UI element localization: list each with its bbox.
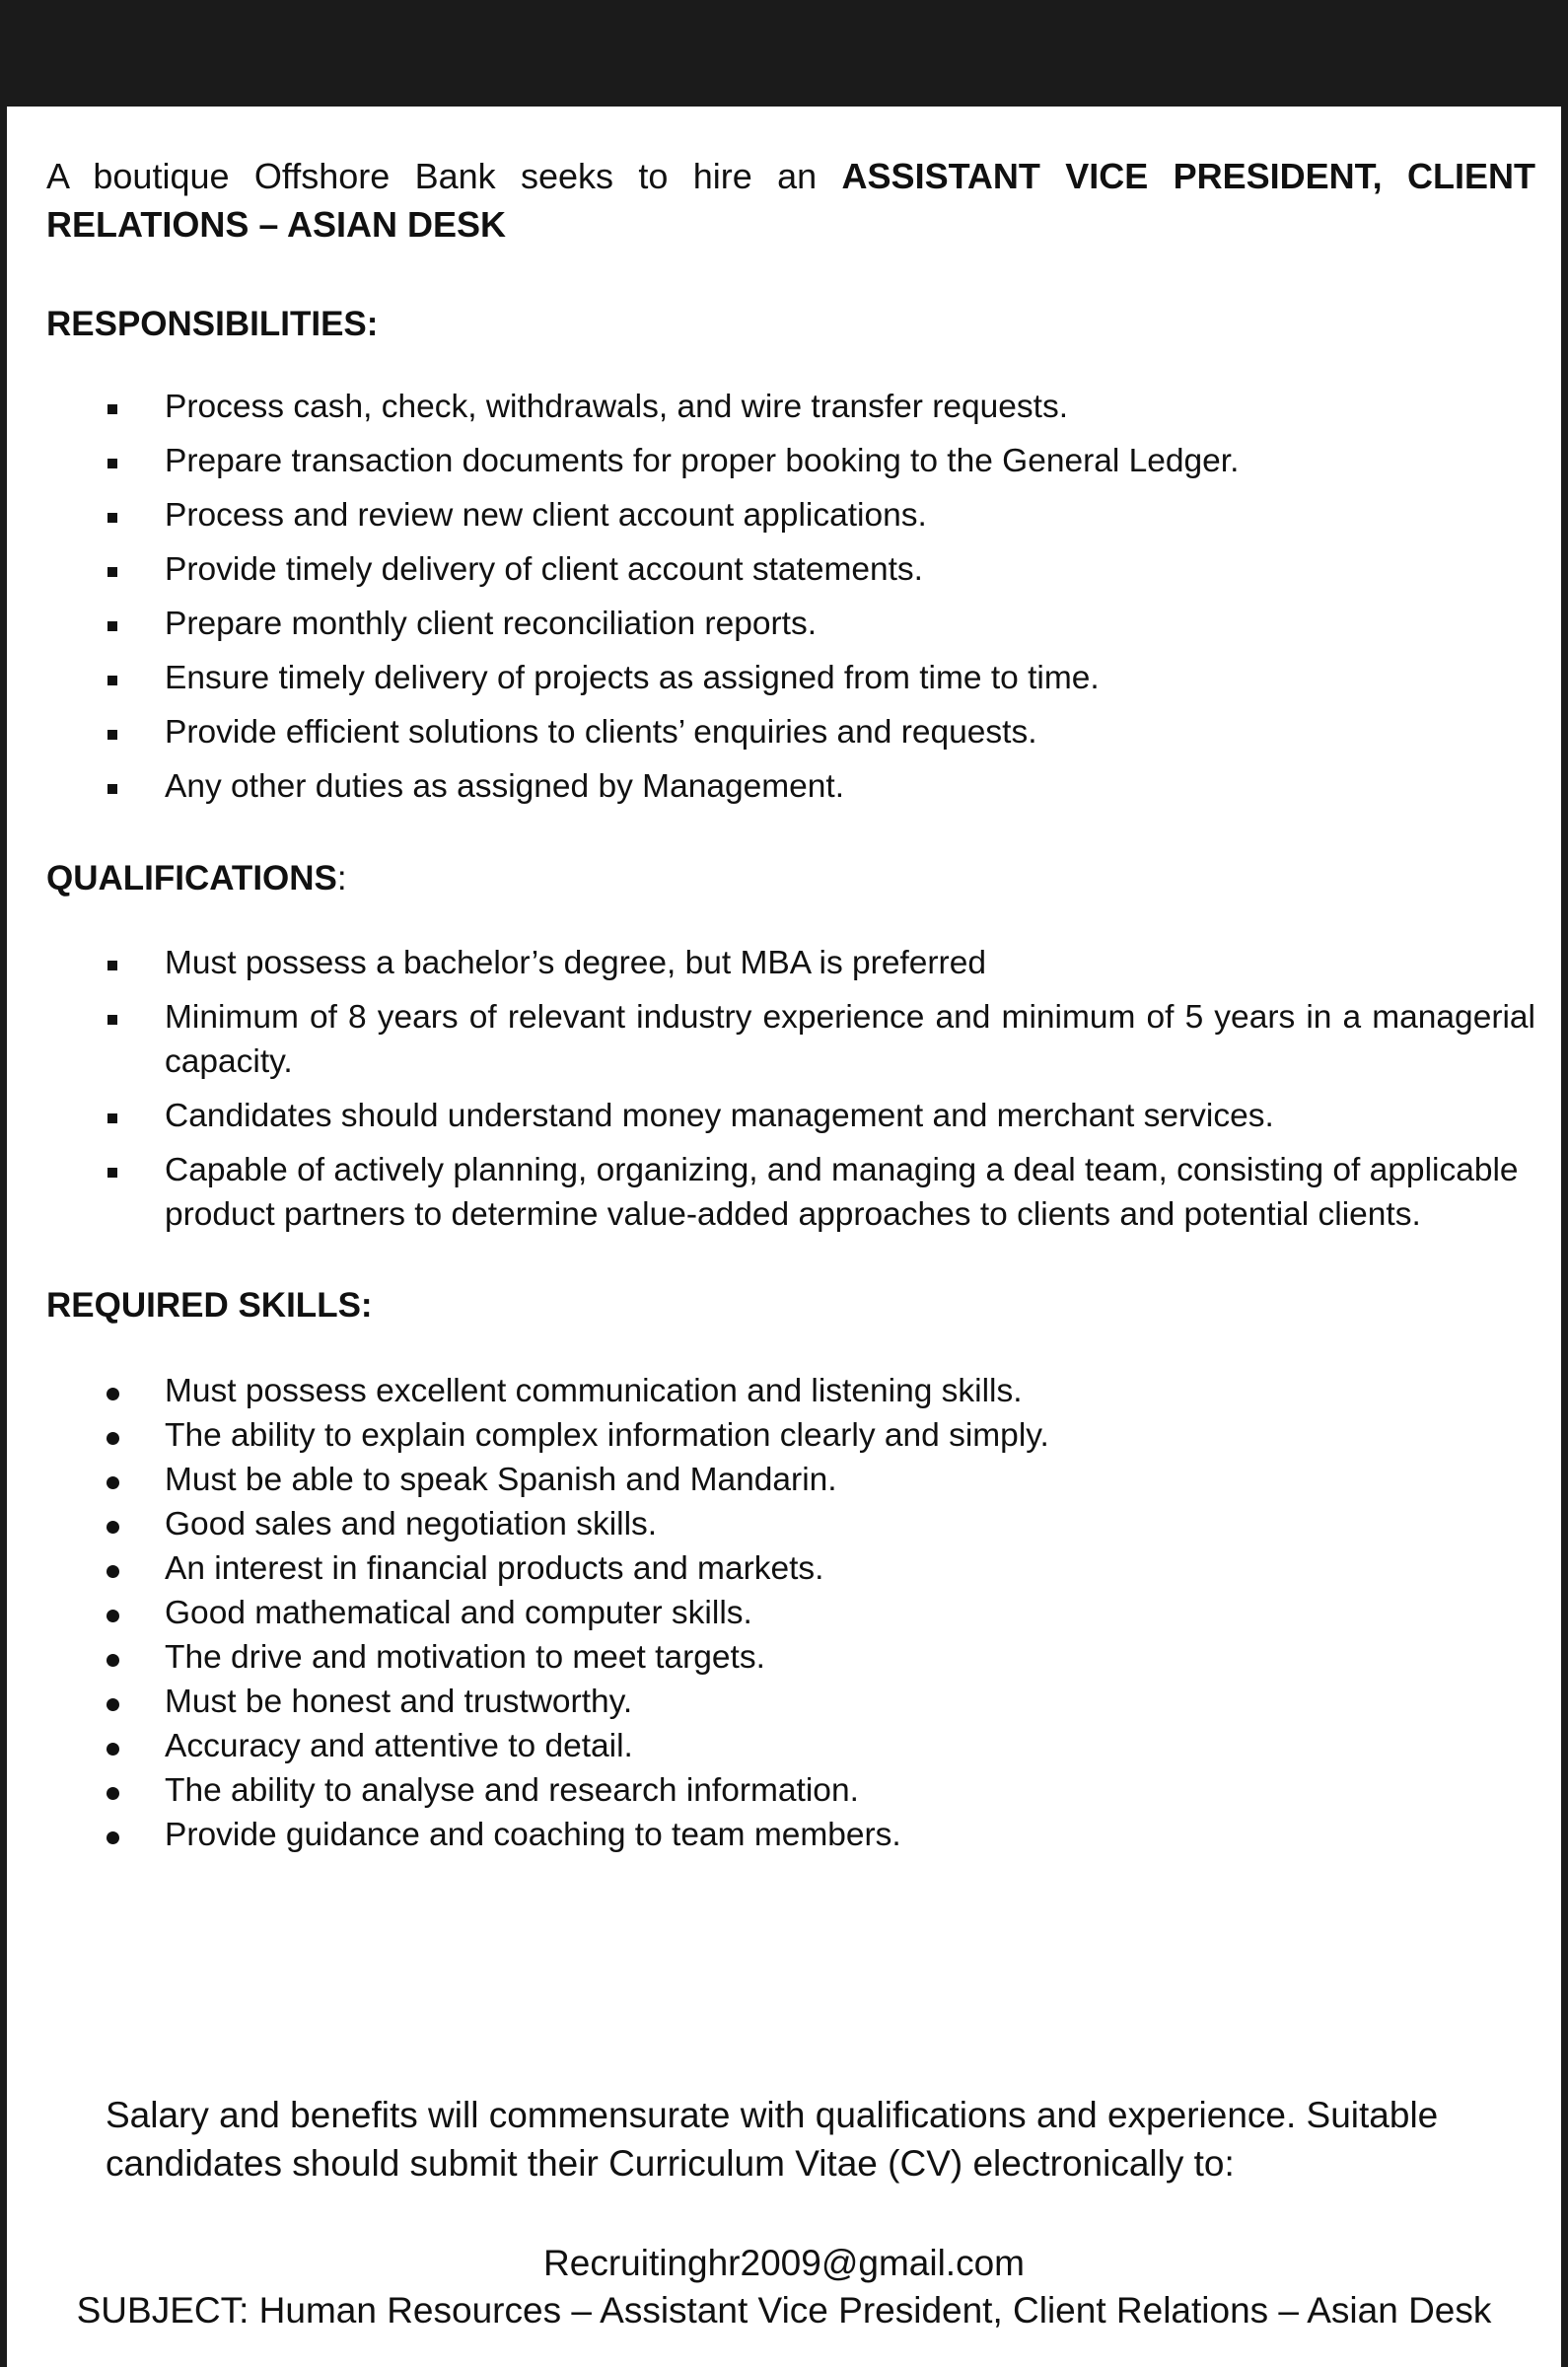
intro-text: A boutique Offshore Bank seeks to hire an <box>46 156 842 196</box>
list-item <box>46 764 1535 809</box>
list-item <box>46 1369 1535 1413</box>
list-item-text: An interest in financial products and markets. <box>165 1550 824 1587</box>
list-item <box>46 1094 1535 1138</box>
document-page <box>7 107 1561 2367</box>
qualifications-heading <box>46 857 1535 900</box>
list-item-text: Provide efficient solutions to clients’ enquiries and requests. <box>165 714 1037 751</box>
square-bullet-icon <box>107 676 117 685</box>
list-item-text: Minimum of 8 years of relevant industry experience and minimum of 5 years in a managerial capacity. <box>165 999 1535 1080</box>
list-item <box>46 1813 1535 1857</box>
square-bullet-icon <box>107 404 117 414</box>
list-item-text: Must be able to speak Spanish and Mandarin. <box>165 1462 837 1498</box>
qualifications-heading-text: QUALIFICATIONS <box>46 859 337 897</box>
list-item <box>46 547 1535 592</box>
intro-paragraph <box>46 152 1535 249</box>
list-item <box>46 656 1535 700</box>
list-item <box>46 1724 1535 1768</box>
list-item <box>46 1768 1535 1813</box>
responsibilities-heading: RESPONSIBILITIES: <box>46 305 379 343</box>
list-item <box>46 1591 1535 1635</box>
document-content <box>46 152 1535 1857</box>
list-item-text: Prepare transaction documents for proper booking to the General Ledger. <box>165 443 1240 479</box>
square-bullet-icon <box>107 730 117 740</box>
closing-paragraph: Salary and benefits will commensurate with qualifications and experience. Suitable candidates should submit their Curriculum Vitae (CV) electronically to: <box>106 2095 1439 2184</box>
list-item-text: Must be honest and trustworthy. <box>165 1684 633 1720</box>
round-bullet-icon <box>107 1831 119 1844</box>
square-bullet-icon <box>107 1168 117 1178</box>
list-item-text: Good mathematical and computer skills. <box>165 1595 752 1631</box>
list-item-text: Ensure timely delivery of projects as assigned from time to time. <box>165 660 1100 696</box>
round-bullet-icon <box>107 1610 119 1622</box>
list-item-text: Capable of actively planning, organizing, and managing a deal team, consisting of applicable product partners to determine value-added approaches to clients and potential clients. <box>165 1152 1519 1233</box>
square-bullet-icon <box>107 459 117 468</box>
list-item-text: Must possess a bachelor’s degree, but MBA is preferred <box>165 945 986 981</box>
contact-email: Recruitinghr2009@gmail.com <box>543 2243 1025 2283</box>
square-bullet-icon <box>107 567 117 577</box>
list-item <box>46 1546 1535 1591</box>
list-item <box>46 1635 1535 1680</box>
list-item <box>46 1502 1535 1546</box>
round-bullet-icon <box>107 1743 119 1756</box>
list-item <box>46 710 1535 754</box>
round-bullet-icon <box>107 1698 119 1711</box>
round-bullet-icon <box>107 1432 119 1445</box>
list-item <box>46 1458 1535 1502</box>
list-item <box>46 995 1535 1084</box>
list-item <box>46 602 1535 646</box>
qualifications-list <box>46 941 1535 1237</box>
square-bullet-icon <box>107 1015 117 1025</box>
list-item-text: Any other duties as assigned by Management. <box>165 768 845 805</box>
list-item <box>46 941 1535 985</box>
responsibilities-list <box>46 385 1535 809</box>
round-bullet-icon <box>107 1476 119 1489</box>
top-bar <box>0 0 1568 107</box>
round-bullet-icon <box>107 1787 119 1800</box>
email-subject-line: SUBJECT: Human Resources – Assistant Vice President, Client Relations – Asian Desk <box>76 2290 1492 2331</box>
square-bullet-icon <box>107 513 117 523</box>
round-bullet-icon <box>107 1388 119 1400</box>
square-bullet-icon <box>107 621 117 631</box>
list-item-text: Provide timely delivery of client account statements. <box>165 551 923 588</box>
required-skills-heading: REQUIRED SKILLS: <box>46 1286 373 1325</box>
list-item <box>46 1680 1535 1724</box>
list-item-text: Candidates should understand money management and merchant services. <box>165 1098 1274 1134</box>
round-bullet-icon <box>107 1565 119 1578</box>
list-item-text: Process and review new client account applications. <box>165 497 927 534</box>
round-bullet-icon <box>107 1654 119 1667</box>
list-item-text: The ability to analyse and research information. <box>165 1772 859 1809</box>
list-item-text: Good sales and negotiation skills. <box>165 1506 658 1542</box>
square-bullet-icon <box>107 1113 117 1123</box>
qualifications-heading-colon: : <box>336 859 347 897</box>
square-bullet-icon <box>107 961 117 970</box>
list-item-text: Accuracy and attentive to detail. <box>165 1728 633 1764</box>
position-title: ASSISTANT VICE PRESIDENT, CLIENT RELATIONS – ASIAN DESK <box>46 156 1535 245</box>
list-item-text: Prepare monthly client reconciliation reports. <box>165 606 818 642</box>
square-bullet-icon <box>107 784 117 794</box>
list-item-text: Must possess excellent communication and listening skills. <box>165 1373 1023 1409</box>
list-item <box>46 1148 1535 1237</box>
list-item <box>46 439 1535 483</box>
list-item-text: Process cash, check, withdrawals, and wire transfer requests. <box>165 389 1069 425</box>
list-item-text: The drive and motivation to meet targets. <box>165 1639 765 1676</box>
list-item-text: Provide guidance and coaching to team members. <box>165 1817 901 1853</box>
round-bullet-icon <box>107 1521 119 1534</box>
list-item <box>46 493 1535 538</box>
list-item <box>46 385 1535 429</box>
list-item <box>46 1413 1535 1458</box>
list-item-text: The ability to explain complex information clearly and simply. <box>165 1417 1049 1454</box>
required-skills-list <box>46 1369 1535 1857</box>
